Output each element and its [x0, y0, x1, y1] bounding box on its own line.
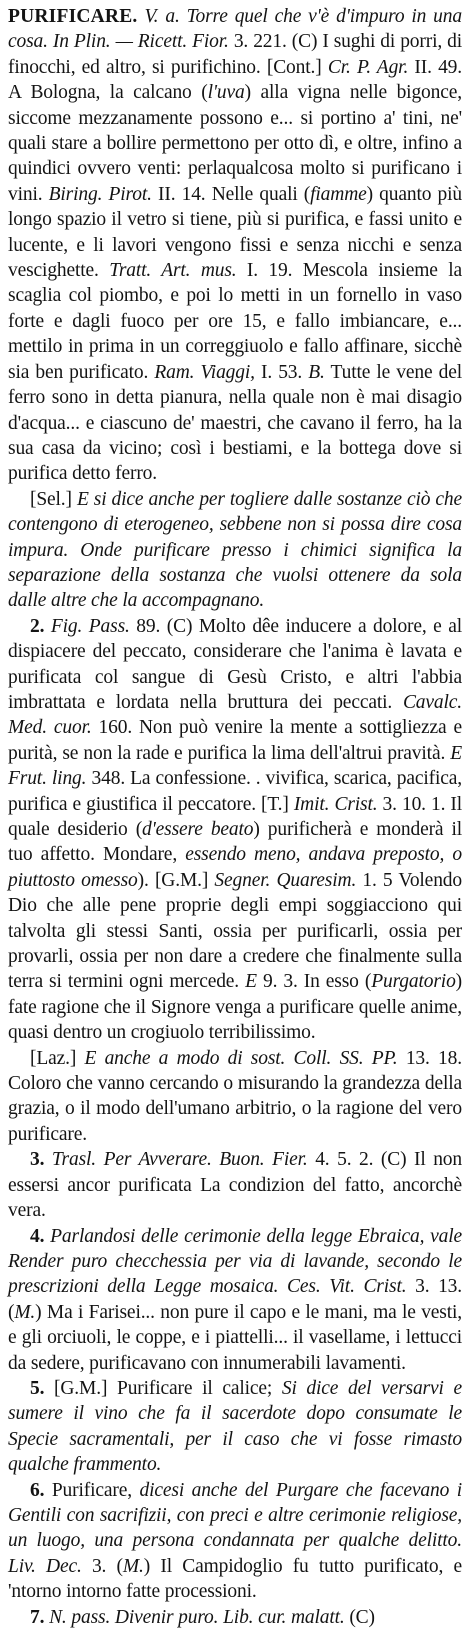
- text-run: ) quanto più longo spazio il vetro si tiene, più si purifica, e fassi unito e lucente, e li lavori vengono fissi e senza nicchi e senza vescighette.: [8, 183, 463, 282]
- italic-text: M.: [122, 1555, 144, 1577]
- para-def-main: [8, 4, 462, 487]
- italic-text: N. pass. Divenir puro. Lib. cur. malatt.: [49, 1606, 345, 1628]
- text-run: 3. 221. (C) I sughi di porri, di finocchi, ed altro, si purifichino. [Cont.]: [8, 31, 462, 78]
- italic-text: fiamme: [310, 183, 367, 205]
- text-run: 89. (C) Molto dêe inducere a dolore, e al dispiacere del peccato, considerare che l'anima è lavata e purificata col sangue di Gesù Cristo, e altri l'abbia imbrattata e lordata nella bruttura dei peccati.: [8, 615, 462, 713]
- italic-text: d'essere beato: [142, 819, 254, 840]
- italic-text: E Frut. ling.: [8, 742, 462, 790]
- italic-text: Si dice del versarvi e sumere il vino che fa il sacerdote dopo consumate le Specie sacramentali, per il caso che vi fosse rimasto qualche frammento.: [8, 1377, 462, 1476]
- sense-number: 3.: [30, 1149, 45, 1171]
- text-run: 9. 3. In esso (: [256, 971, 372, 993]
- italic-text: Purgatorio: [371, 971, 456, 993]
- para-sense-5: [8, 1376, 462, 1478]
- italic-text: dicesi anche del Purgare che facevano i Gentili con sacrifizii, con preci e altre cerimonie religiose, un luogo, una persona condannata per qualche delitto. Liv. Dec.: [8, 1479, 462, 1577]
- para-sel: [8, 487, 462, 614]
- italic-text: E: [245, 971, 257, 993]
- para-sense-4: [8, 1224, 462, 1376]
- italic-text: essendo meno, andava preposto, o piuttosto omesso: [8, 844, 463, 891]
- italic-text: E anche a modo di sost. Coll. SS. PP.: [84, 1047, 398, 1069]
- text-run: ) alla vigna nelle bigonce, siccome mezzanamente possono e... si portino a' tini, ne' quali stare a bollire permettono per otto dì, e oltre, infino a quindici ovvero venti: perlaqualcosa molto si purificano i vini.: [8, 82, 462, 205]
- text-run: 160. Non può venire la mente a sottigliezza e purità, se non la rade e purifica la lima dell'altrui pravità.: [8, 717, 462, 764]
- italic-text: Biring. Pirot.: [48, 183, 152, 205]
- italic-text: Cr. P. Agr.: [327, 56, 409, 78]
- text-run: Tutte le vene del ferro sono in detta pianura, nella quale non è mai disagio d'acqua... e ciascuno de' maestri, che cavano il ferro, ha la sua casa da vicino; così i bestiami, e la bottega dove si purifica detto ferro.: [8, 361, 463, 485]
- text-run: [44, 1149, 52, 1170]
- text-run: ) purificherà e monderà il tuo affetto. Mondare,: [8, 819, 462, 866]
- para-sense-2: [8, 614, 462, 1046]
- italic-text: B.: [308, 361, 325, 383]
- sense-number: 7.: [30, 1606, 45, 1628]
- sense-number: 2.: [30, 615, 45, 637]
- text-run: 3. 13. (: [8, 1276, 463, 1323]
- text-run: (C): [344, 1606, 375, 1628]
- text-run: 348. La confessione. . vivifica, scarica, pacifica, purifica e giustifica il peccatore. [T.]: [8, 768, 463, 815]
- italic-text: Imit. Crist.: [293, 793, 378, 815]
- italic-text: V. a. Torre quel che v'è d'impuro in una cosa. In Plin. — Ricett. Fior.: [8, 6, 462, 53]
- italic-text: Cavalc. Med. cuor.: [8, 691, 462, 739]
- text-run: II. 49. A Bologna, la calcano (: [8, 56, 462, 104]
- para-laz: [8, 1046, 462, 1148]
- text-run: 4. 5. 2. (C) Il non essersi ancor purificata La condizion del fatto, ancorchè vera.: [8, 1149, 462, 1222]
- italic-text: l'uva: [207, 82, 245, 104]
- italic-text: Ram. Viaggi,: [154, 361, 255, 383]
- text-run: [G.M.] Purificare il calice;: [44, 1377, 282, 1399]
- text-run: I. 53.: [254, 361, 309, 383]
- text-run: [Laz.]: [30, 1047, 85, 1069]
- italic-text: Fig. Pass.: [50, 615, 130, 637]
- para-sense-3: [8, 1147, 462, 1223]
- text-run: ) fate ragione che il Signore venga a purificare quelle anime, quasi dentro un crogiuolo terribilissimo.: [8, 971, 463, 1044]
- text-run: ) Il Campidoglio fu tutto purificato, e 'ntorno intorno fatte processioni.: [8, 1555, 462, 1603]
- text-run: Purificare,: [44, 1479, 140, 1501]
- text-run: [Sel.]: [30, 488, 77, 510]
- sense-number: 5.: [30, 1377, 45, 1399]
- text-run: II. 14. Nelle quali (: [151, 183, 311, 205]
- sense-number: 6.: [30, 1479, 45, 1501]
- text-run: 3. 10. 1. Il quale desiderio (: [8, 793, 462, 840]
- text-run: 1. 5 Volendo Dio che alle pene proprie degli empi soggiacciono qui talvolta gli stessi Santi, ossia per purificarli, ossia per provarli, ossia per non dare a credere che finalmente sulla terra si termini ogni mercede.: [8, 869, 462, 993]
- headword: PURIFICARE.: [8, 6, 138, 27]
- text-run: ). [G.M.]: [137, 869, 215, 891]
- text-run: I. 19. Mescola insieme la scaglia col piombo, e poi lo metti in un fornello in vaso forte e dagli fuoco per ore 15, e fallo imbiancare, e... mettilo in prima in un correggiuolo e fallo affinare, sicchè sia ben purificato.: [8, 260, 462, 383]
- text-run: 13. 18. Coloro che vanno cercando o misurando la grandezza della grazia, o il modo dell'umano arbitrio, o la ragione del vero purificare.: [8, 1047, 462, 1145]
- italic-text: Tratt. Art. mus.: [109, 260, 237, 282]
- italic-text: E si dice anche per togliere dalle sostanze ciò che contengono di eterogeneo, sebbene non si possa dire cosa impura. Onde purificare presso i chimici significa la separazione della sostanza che vuolsi ottenere da sola dalle altre che la accompagnano.: [8, 488, 462, 612]
- italic-text: Parlandosi delle cerimonie della legge Ebraica, vale Render puro checchessia per via di lavande, secondo le prescrizioni della Legge mosaica. Ces. Vit. Crist.: [8, 1225, 462, 1298]
- para-sense-7: [8, 1605, 462, 1630]
- italic-text: M.: [14, 1301, 36, 1323]
- text-run: 3. (: [81, 1555, 123, 1577]
- text-run: ) Ma i Farisei... non pure il capo e le mani, ma le vesti, e gli orciuoli, le coppe, e i piattelli... il vasellame, i lettucci da sedere, purificavano con innumerabili lavamenti.: [8, 1301, 462, 1374]
- italic-text: Segner. Quaresim.: [214, 869, 357, 891]
- para-sense-6: [8, 1478, 462, 1605]
- italic-text: Trasl. Per Avverare. Buon. Fier.: [51, 1149, 308, 1171]
- sense-number: 4.: [30, 1225, 45, 1247]
